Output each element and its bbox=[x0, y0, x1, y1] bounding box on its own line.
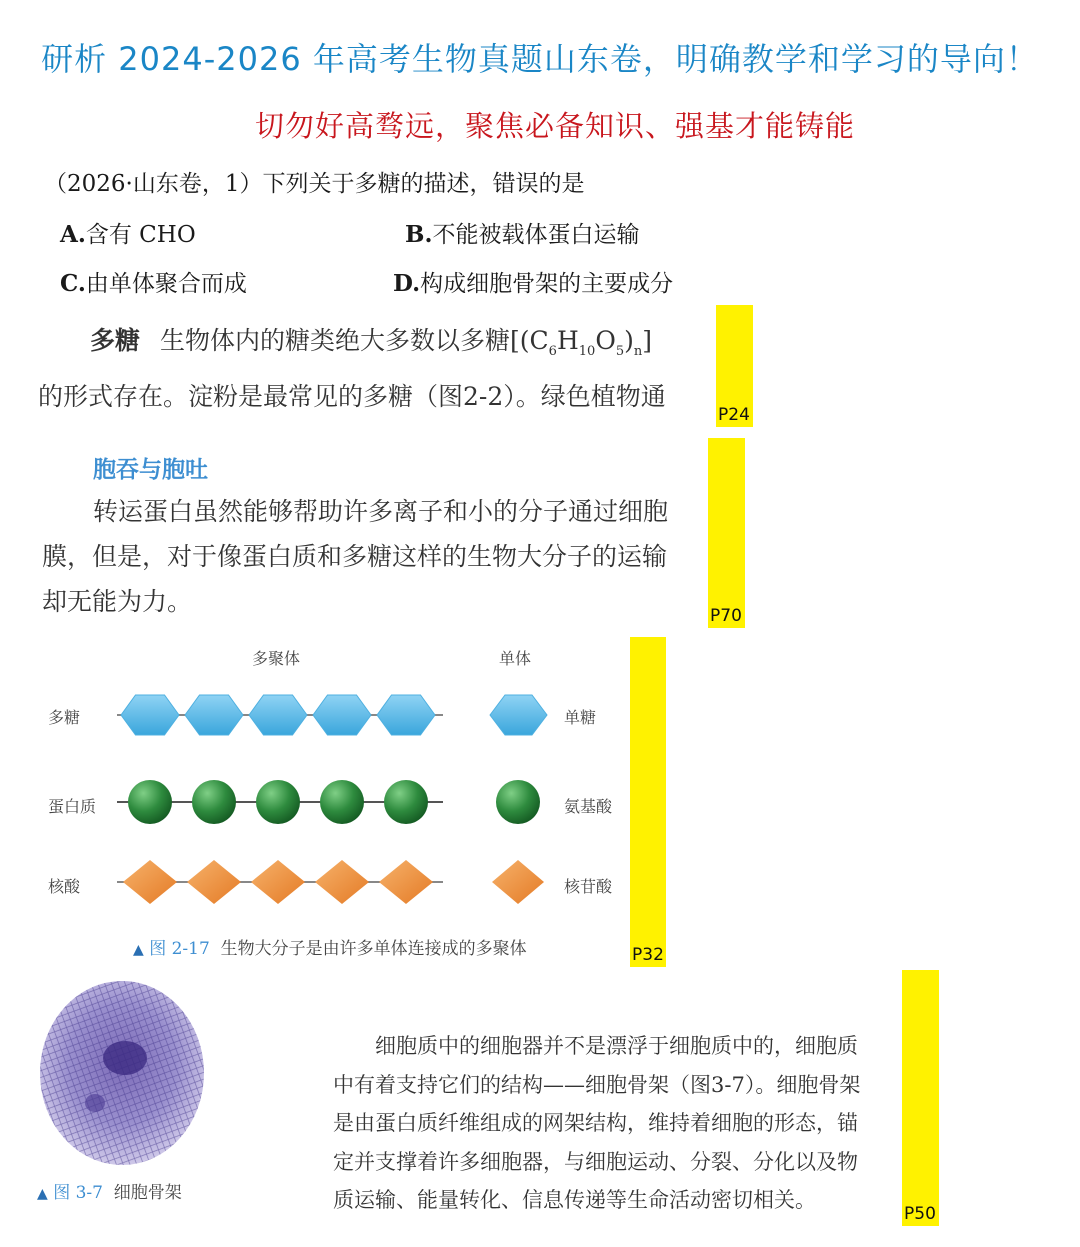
row-label-nucleic-acid: 核酸 bbox=[48, 877, 81, 896]
image-caption bbox=[37, 1178, 182, 1203]
page-number: P32 bbox=[632, 945, 664, 965]
protein-monomer-ball bbox=[384, 780, 428, 824]
page-title: 研析 2024-2026 年高考生物真题山东卷，明确教学和学习的导向！ bbox=[41, 40, 1039, 78]
option-c bbox=[60, 265, 247, 298]
column-header-polymer: 多聚体 bbox=[252, 649, 301, 668]
page-number: P70 bbox=[710, 606, 742, 626]
nucleic-acid-monomer-diamond bbox=[315, 860, 369, 904]
option-text: 构成细胞骨架的主要成分 bbox=[420, 271, 674, 297]
amino-acid-ball bbox=[496, 780, 540, 824]
excerpt-p70 bbox=[42, 489, 712, 624]
chemical-formula: $[(C_6H_{10}O_5)_n]$ bbox=[510, 326, 652, 359]
monomer-label-nucleotide: 核苷酸 bbox=[564, 877, 613, 896]
excerpt-line: 转运蛋白虽然能够帮助许多离子和小的分子通过细胞 bbox=[93, 497, 669, 526]
question-stem: （2026·山东卷，1）下列关于多糖的描述，错误的是 bbox=[44, 171, 585, 197]
option-text: 含有 CHO bbox=[85, 222, 196, 248]
polysaccharide-monomer-hexagon bbox=[313, 695, 371, 735]
page-marker bbox=[708, 438, 745, 628]
page-subtitle: 切勿好高骛远，聚焦必备知识、强基才能铸能 bbox=[254, 109, 855, 143]
section-heading: 胞吞与胞吐 bbox=[93, 457, 208, 483]
excerpt-p24 bbox=[38, 318, 728, 419]
nucleic-acid-monomer-diamond bbox=[123, 860, 177, 904]
option-text: 不能被载体蛋白运输 bbox=[432, 222, 640, 248]
triangle-icon: ▲ bbox=[37, 1186, 48, 1202]
figure-number: 图 2-17 bbox=[149, 939, 210, 959]
polymer-monomer-diagram bbox=[0, 680, 640, 920]
polysaccharide-chain bbox=[121, 695, 435, 735]
protein-monomer-ball bbox=[256, 780, 300, 824]
option-text: 由单体聚合而成 bbox=[85, 271, 247, 297]
nucleic-acid-chain bbox=[123, 860, 433, 904]
row-label-protein: 蛋白质 bbox=[48, 797, 97, 816]
page-marker bbox=[902, 970, 939, 1226]
excerpt-line: 膜，但是，对于像蛋白质和多糖这样的生物大分子的运输 bbox=[42, 542, 668, 571]
polysaccharide-monomer-hexagon bbox=[121, 695, 179, 735]
monomer-label-amino-acid: 氨基酸 bbox=[564, 797, 613, 816]
excerpt-text: 生物体内的糖类绝大多数以多糖 bbox=[160, 326, 511, 355]
nucleic-acid-monomer-diamond bbox=[251, 860, 305, 904]
monosaccharide-hexagon bbox=[490, 695, 547, 735]
polysaccharide-monomer-hexagon bbox=[377, 695, 435, 735]
option-letter: D. bbox=[393, 270, 421, 297]
excerpt-line: 的形式存在。淀粉是最常见的多糖（图2-2）。绿色植物通 bbox=[38, 382, 666, 411]
option-letter: B. bbox=[405, 221, 433, 248]
excerpt-p50 bbox=[333, 1027, 908, 1220]
polysaccharide-monomer-hexagon bbox=[185, 695, 243, 735]
excerpt-line bbox=[38, 318, 728, 374]
nucleotide-diamond bbox=[492, 860, 544, 904]
figure-caption-text: 细胞骨架 bbox=[113, 1183, 182, 1203]
figure-caption bbox=[133, 934, 527, 959]
protein-monomer-ball bbox=[128, 780, 172, 824]
polysaccharide-monomer-hexagon bbox=[249, 695, 307, 735]
cytoskeleton-micrograph bbox=[35, 978, 210, 1173]
nucleic-acid-monomer-diamond bbox=[187, 860, 241, 904]
excerpt-line: 中有着支持它们的结构——细胞骨架（图3-7）。细胞骨架 bbox=[333, 1072, 861, 1097]
option-d bbox=[393, 265, 673, 298]
excerpt-line: 是由蛋白质纤维组成的网架结构，维持着细胞的形态，锚 bbox=[333, 1111, 858, 1136]
page-marker bbox=[716, 305, 753, 427]
page-number: P24 bbox=[718, 405, 750, 425]
option-letter: A. bbox=[60, 221, 86, 248]
figure-number: 图 3-7 bbox=[53, 1183, 103, 1203]
nucleic-acid-monomer-diamond bbox=[379, 860, 433, 904]
option-b bbox=[405, 216, 639, 249]
page-number: P50 bbox=[904, 1204, 936, 1224]
row-label-polysaccharide: 多糖 bbox=[48, 708, 81, 727]
option-letter: C. bbox=[60, 270, 86, 297]
excerpt-line: 却无能为力。 bbox=[42, 587, 193, 616]
protein-monomer-ball bbox=[320, 780, 364, 824]
excerpt-term: 多糖 bbox=[90, 326, 141, 355]
option-a bbox=[60, 216, 196, 249]
page-marker bbox=[630, 637, 666, 967]
figure-caption-text: 生物大分子是由许多单体连接成的多聚体 bbox=[220, 939, 527, 959]
monomer-label-monosaccharide: 单糖 bbox=[564, 708, 597, 727]
excerpt-line: 定并支撑着许多细胞器，与细胞运动、分裂、分化以及物 bbox=[333, 1149, 858, 1174]
column-header-monomer: 单体 bbox=[499, 649, 532, 668]
excerpt-line: 质运输、能量转化、信息传递等生命活动密切相关。 bbox=[333, 1188, 816, 1213]
triangle-icon: ▲ bbox=[133, 942, 144, 958]
protein-monomer-ball bbox=[192, 780, 236, 824]
excerpt-line: 细胞质中的细胞器并不是漂浮于细胞质中的，细胞质 bbox=[375, 1034, 858, 1058]
